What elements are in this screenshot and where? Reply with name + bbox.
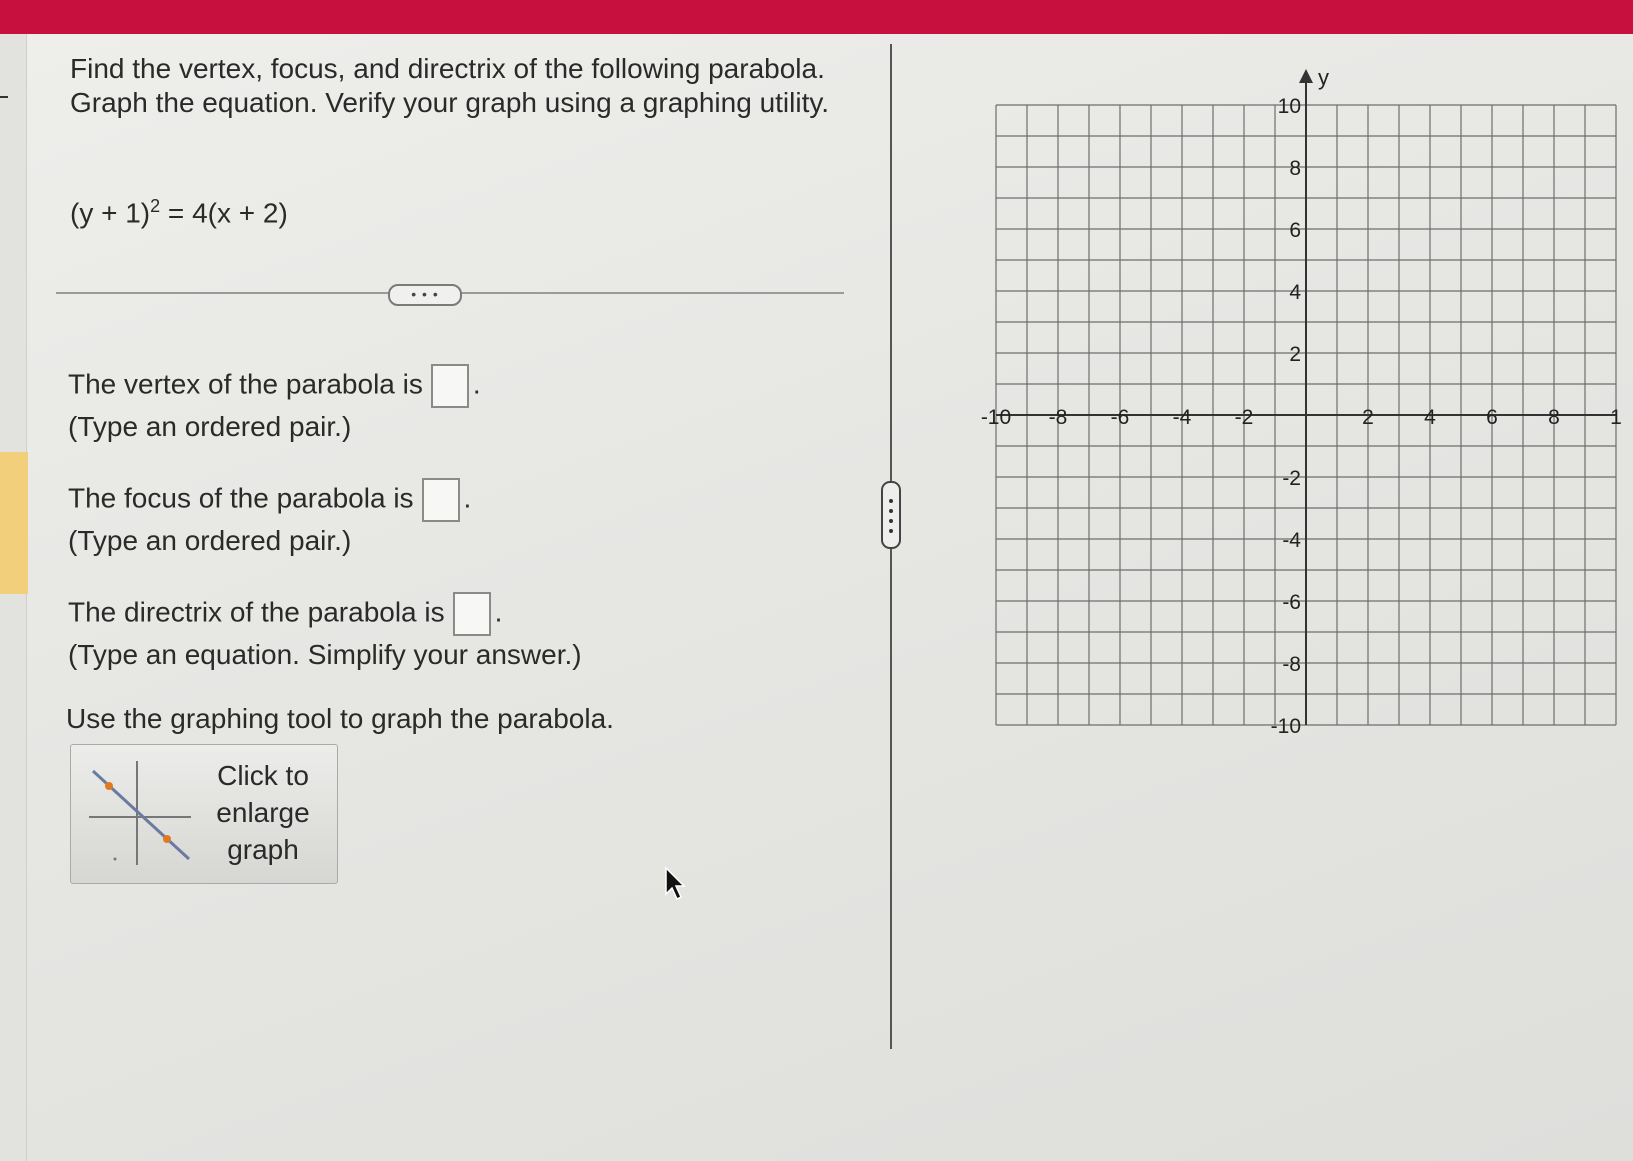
- graph-instruction: Use the graphing tool to graph the parabola.: [66, 703, 614, 734]
- y-axis-arrow-icon: [1299, 69, 1313, 83]
- x-tick-label: 1: [1610, 406, 1622, 429]
- left-sidebar-strip: [0, 34, 27, 1161]
- y-tick-label: -10: [1270, 715, 1301, 738]
- x-tick-label: 8: [1548, 406, 1560, 429]
- x-tick-label: 4: [1424, 406, 1436, 429]
- directrix-period: .: [494, 596, 503, 628]
- x-tick-label: -10: [980, 406, 1012, 429]
- x-tick-label: -6: [1110, 406, 1130, 429]
- y-tick-label: 2: [1289, 343, 1301, 366]
- y-tick-label: -8: [1282, 653, 1301, 676]
- y-tick-label: 10: [1277, 95, 1301, 118]
- vertex-hint: (Type an ordered pair.): [68, 411, 352, 442]
- parabola-equation: [70, 196, 288, 229]
- y-tick-label: -2: [1282, 467, 1301, 490]
- mouse-cursor-icon: [664, 866, 688, 902]
- y-tick-label: -4: [1282, 529, 1301, 552]
- y-tick-label: 8: [1289, 157, 1301, 180]
- directrix-label: The directrix of the parabola is: [68, 596, 445, 628]
- directrix-question: [68, 592, 502, 636]
- y-axis-label: y: [1318, 65, 1329, 90]
- equation-exponent: 2: [150, 196, 161, 216]
- problem-prompt: Find the vertex, focus, and directrix of the following parabola. Graph the equation. Verify your graph using a graphing utility.: [70, 53, 830, 118]
- y-tick-label: 4: [1289, 281, 1301, 304]
- directrix-hint: (Type an equation. Simplify your answer.): [68, 639, 582, 670]
- expand-problem-button[interactable]: • • •: [388, 284, 462, 306]
- directrix-answer-input[interactable]: [453, 592, 491, 636]
- vertex-question: [68, 364, 481, 408]
- y-tick-label: 6: [1289, 219, 1301, 242]
- graph-area[interactable]: [960, 60, 1620, 740]
- graph-thumbnail-icon: [85, 757, 195, 869]
- vertex-period: .: [472, 368, 481, 400]
- sidebar-dash-icon: [0, 96, 8, 98]
- x-tick-label: -2: [1234, 406, 1254, 429]
- equation-lhs: (y + 1): [70, 197, 151, 229]
- focus-question: [68, 478, 471, 522]
- focus-label: The focus of the parabola is: [68, 482, 414, 514]
- current-question-marker: [0, 452, 28, 594]
- panel-resize-handle[interactable]: [881, 481, 901, 549]
- x-tick-label: -8: [1048, 406, 1068, 429]
- focus-hint: (Type an ordered pair.): [68, 525, 352, 556]
- focus-answer-input[interactable]: [422, 478, 460, 522]
- x-tick-label: -4: [1172, 406, 1192, 429]
- enlarge-graph-label: Click to enlarge graph: [216, 760, 310, 865]
- equation-rhs: = 4(x + 2): [160, 197, 288, 229]
- x-tick-label: 6: [1486, 406, 1498, 429]
- browser-top-bar: [0, 0, 1633, 34]
- y-tick-label: -6: [1282, 591, 1301, 614]
- focus-period: .: [463, 482, 472, 514]
- vertex-label: The vertex of the parabola is: [68, 368, 423, 400]
- enlarge-graph-button[interactable]: [70, 744, 338, 884]
- vertex-answer-input[interactable]: [431, 364, 469, 408]
- x-tick-label: 2: [1362, 406, 1374, 429]
